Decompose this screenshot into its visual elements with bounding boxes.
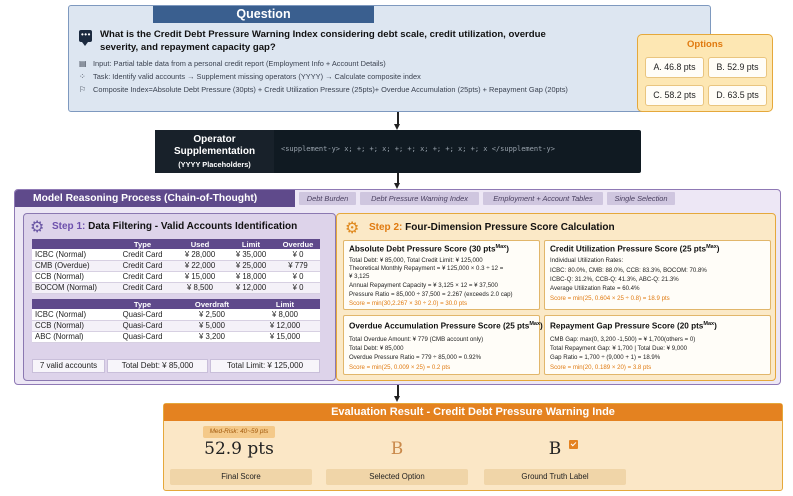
step2-title [369,222,615,233]
utilization-title: Credit Utilization Pressure Score (25 pts$^{Max}$) [550,244,720,254]
task-row [79,72,569,82]
table-cell: ¥ 12,000 [226,282,276,293]
input-text: Input: Partial table data from a personal credit report (Employment Info + Account Details) [93,59,386,68]
operator-code: <supplement-y> x; +; +; x; +; +; x; +; +; x; +; x </supplement-y> [281,145,555,153]
question-panel [68,5,759,112]
grid-icon: ⁘ [79,72,86,81]
table-cell: ¥ 0 [276,282,320,293]
table-cell: Credit Card [111,271,174,282]
ground-truth-label: Ground Truth Label [484,469,626,485]
table-cell: ¥ 15,000 [250,331,320,342]
table-cell: Credit Card [111,249,174,260]
score-line: Total Overdue Amount: ¥ 779 (CMB account only) [349,336,484,343]
options-box [637,34,773,112]
operator-subtitle: (YYYY Placeholders) [178,160,251,169]
score-line: ICBC: 80.0%, CMB: 88.0%, CCB: 83.3%, BOCOM: 70.8% [550,267,707,274]
total-debt: Total Debt: ¥ 85,000 [107,359,208,373]
table-row [32,309,320,320]
table-row [32,271,320,282]
table-cell: CMB (Overdue) [32,260,111,271]
credit-card-table [32,239,320,294]
score-line: Theoretical Monthly Repayment = ¥ 125,000 × 0.3 ÷ 12 = [349,265,504,272]
selected-option-value: B [390,439,404,459]
reasoning-panel [14,189,781,385]
reasoning-header: Model Reasoning Process (Chain-of-Thought) [15,190,295,207]
table-cell: ¥ 8,000 [250,309,320,320]
absolute-debt-score: Score = min(30,2.267 × 30 ÷ 2.0) = 30.0 pts [349,300,468,307]
table-header [32,239,111,249]
operator-label [155,130,274,173]
arrow-down-icon [397,385,399,397]
overdue-box [343,315,543,375]
step2-box [336,213,776,381]
score-line: ICBC-Q: 31.2%, CCB-Q: 41.3%, ABC-Q: 21.3% [550,276,679,283]
repayment-score: Score = min(20, 0.189 × 20) = 3.8 pts [550,364,652,371]
score-line: Total Debt: ¥ 85,000, Total Credit Limit: ¥ 125,000 [349,257,483,264]
chat-bubble-icon: ••• [79,30,92,42]
score-line: Overdue Pressure Ratio = 779 ÷ 85,000 = 0.92% [349,354,482,361]
evaluation-panel [163,403,783,491]
table-row [32,249,320,260]
step2-number: Step 2: [369,222,403,233]
composite-text: Composite Index=Absolute Debt Pressure (30pts) + Credit Utilization Pressure (25pts)+ Overdue Accumulation (25pts) + Repayment Gap (20pts) [93,85,568,94]
tag-single-selection: Single Selection [607,192,675,205]
absolute-debt-title: Absolute Debt Pressure Score (30 pts$^{Max}$) [349,244,509,254]
table-cell: ¥ 28,000 [174,249,226,260]
table-cell: CCB (Normal) [32,320,111,331]
table-row [32,320,320,331]
check-icon [569,440,578,449]
option-c[interactable]: C. 58.2 pts [645,85,704,106]
selected-option-label: Selected Option [326,469,468,485]
repayment-box [544,315,771,375]
table-header: Limit [250,299,320,309]
table-cell: ¥ 5,000 [174,320,250,331]
option-b[interactable]: B. 52.9 pts [708,57,767,78]
step2-title-text: Four-Dimension Pressure Score Calculation [405,222,615,233]
table-cell: ¥ 35,000 [226,249,276,260]
question-header: Question [153,6,374,23]
table-cell: ICBC (Normal) [32,309,111,320]
table-cell: Quasi-Card [111,320,174,331]
valid-accounts-count: 7 valid accounts [32,359,105,373]
tag-warning-index: Debt Pressure Warning Index [360,192,479,205]
score-line: Total Debt: ¥ 85,000 [349,345,404,352]
table-cell: ¥ 8,500 [174,282,226,293]
score-line: Gap Ratio = 1,700 ÷ (9,000 + 1) = 18.9% [550,354,661,361]
operator-title: Operator Supplementation [173,134,256,157]
gears-icon: ⚙ [30,219,45,236]
arrow-down-icon [397,173,399,184]
flag-icon: ⚐ [79,85,87,94]
absolute-debt-box [343,240,540,310]
operator-bar [155,130,641,173]
table-cell: Quasi-Card [111,309,174,320]
step1-title [52,221,297,232]
step1-box [23,213,336,381]
overdue-title: Overdue Accumulation Pressure Score (25 pts$^{Max}$) [349,321,543,331]
option-a[interactable]: A. 46.8 pts [645,57,704,78]
score-line: ¥ 3,125 [349,273,370,280]
table-cell: ¥ 22,000 [174,260,226,271]
table-header: Overdraft [174,299,250,309]
options-title: Options [687,39,723,50]
final-score-value: 52.9 pts [204,439,274,459]
ground-truth-value: B [548,439,562,459]
table-cell: ¥ 779 [276,260,320,271]
table-header [32,299,111,309]
tag-tables: Employment + Account Tables [483,192,603,205]
final-score-label: Final Score [170,469,312,485]
table-cell: ¥ 18,000 [226,271,276,282]
table-cell: CCB (Normal) [32,271,111,282]
arrow-down-icon [397,112,399,125]
table-cell: ICBC (Normal) [32,249,111,260]
table-cell: ¥ 2,500 [174,309,250,320]
table-header: Limit [226,239,276,249]
risk-badge: Med-Risk: 40~59 pts [203,426,275,438]
table-header: Overdue [276,239,320,249]
task-text: Task: Identify valid accounts → Supplement missing operators (YYYY) → Calculate composite index [93,72,421,81]
table-cell: ¥ 0 [276,249,320,260]
overdue-score: Score = min(25, 0.009 × 25) = 0.2 pts [349,364,451,371]
table-cell: BOCOM (Normal) [32,282,111,293]
evaluation-header: Evaluation Result - Credit Debt Pressure Warning Inde [164,404,782,421]
table-cell: ¥ 0 [276,271,320,282]
table-row [32,331,320,342]
score-line: Total Repayment Gap: ¥ 1,700 | Total Due: ¥ 9,000 [550,345,687,352]
composite-row [79,85,569,95]
quasi-card-table [32,299,320,343]
table-header: Used [174,239,226,249]
total-limit: Total Limit: ¥ 125,000 [210,359,320,373]
score-line: Average Utilization Rate = 60.4% [550,285,640,292]
score-line: Annual Repayment Capacity = ¥ 3,125 × 12 = ¥ 37,500 [349,282,498,289]
question-text: What is the Credit Debt Pressure Warning Index considering debt scale, credit utilization, overdue severity, and repayment capacity gap? [100,29,546,53]
step1-number: Step 1: [52,221,86,232]
table-cell: ¥ 25,000 [226,260,276,271]
tag-debt-burden: Debt Burden [299,192,356,205]
table-row [32,260,320,271]
table-cell: Credit Card [111,282,174,293]
table-cell: Quasi-Card [111,331,174,342]
table-header: Type [111,299,174,309]
table-header: Type [111,239,174,249]
score-line: Pressure Ratio = 85,000 ÷ 37,500 = 2.267 (exceeds 2.0 cap) [349,291,513,298]
table-cell: Credit Card [111,260,174,271]
repayment-title: Repayment Gap Pressure Score (20 pts$^{Max}$) [550,321,717,331]
gears-icon: ⚙ [345,220,360,237]
step1-title-text: Data Filtering - Valid Accounts Identification [88,221,298,232]
table-cell: ¥ 12,000 [250,320,320,331]
table-cell: ¥ 15,000 [174,271,226,282]
table-cell: ¥ 3,200 [174,331,250,342]
utilization-box [544,240,771,310]
table-cell: ABC (Normal) [32,331,111,342]
option-d[interactable]: D. 63.5 pts [708,85,767,106]
keyboard-icon: ▤ [79,59,87,68]
table-row [32,282,320,293]
input-row [79,59,569,69]
score-line: Individual Utilization Rates: [550,257,624,264]
utilization-score: Score = min(25, 0.604 × 25 ÷ 0.8) = 18.9 pts [550,295,670,302]
score-line: CMB Gap: max(0, 3,200 -1,500) = ¥ 1,700(others = 0) [550,336,696,343]
